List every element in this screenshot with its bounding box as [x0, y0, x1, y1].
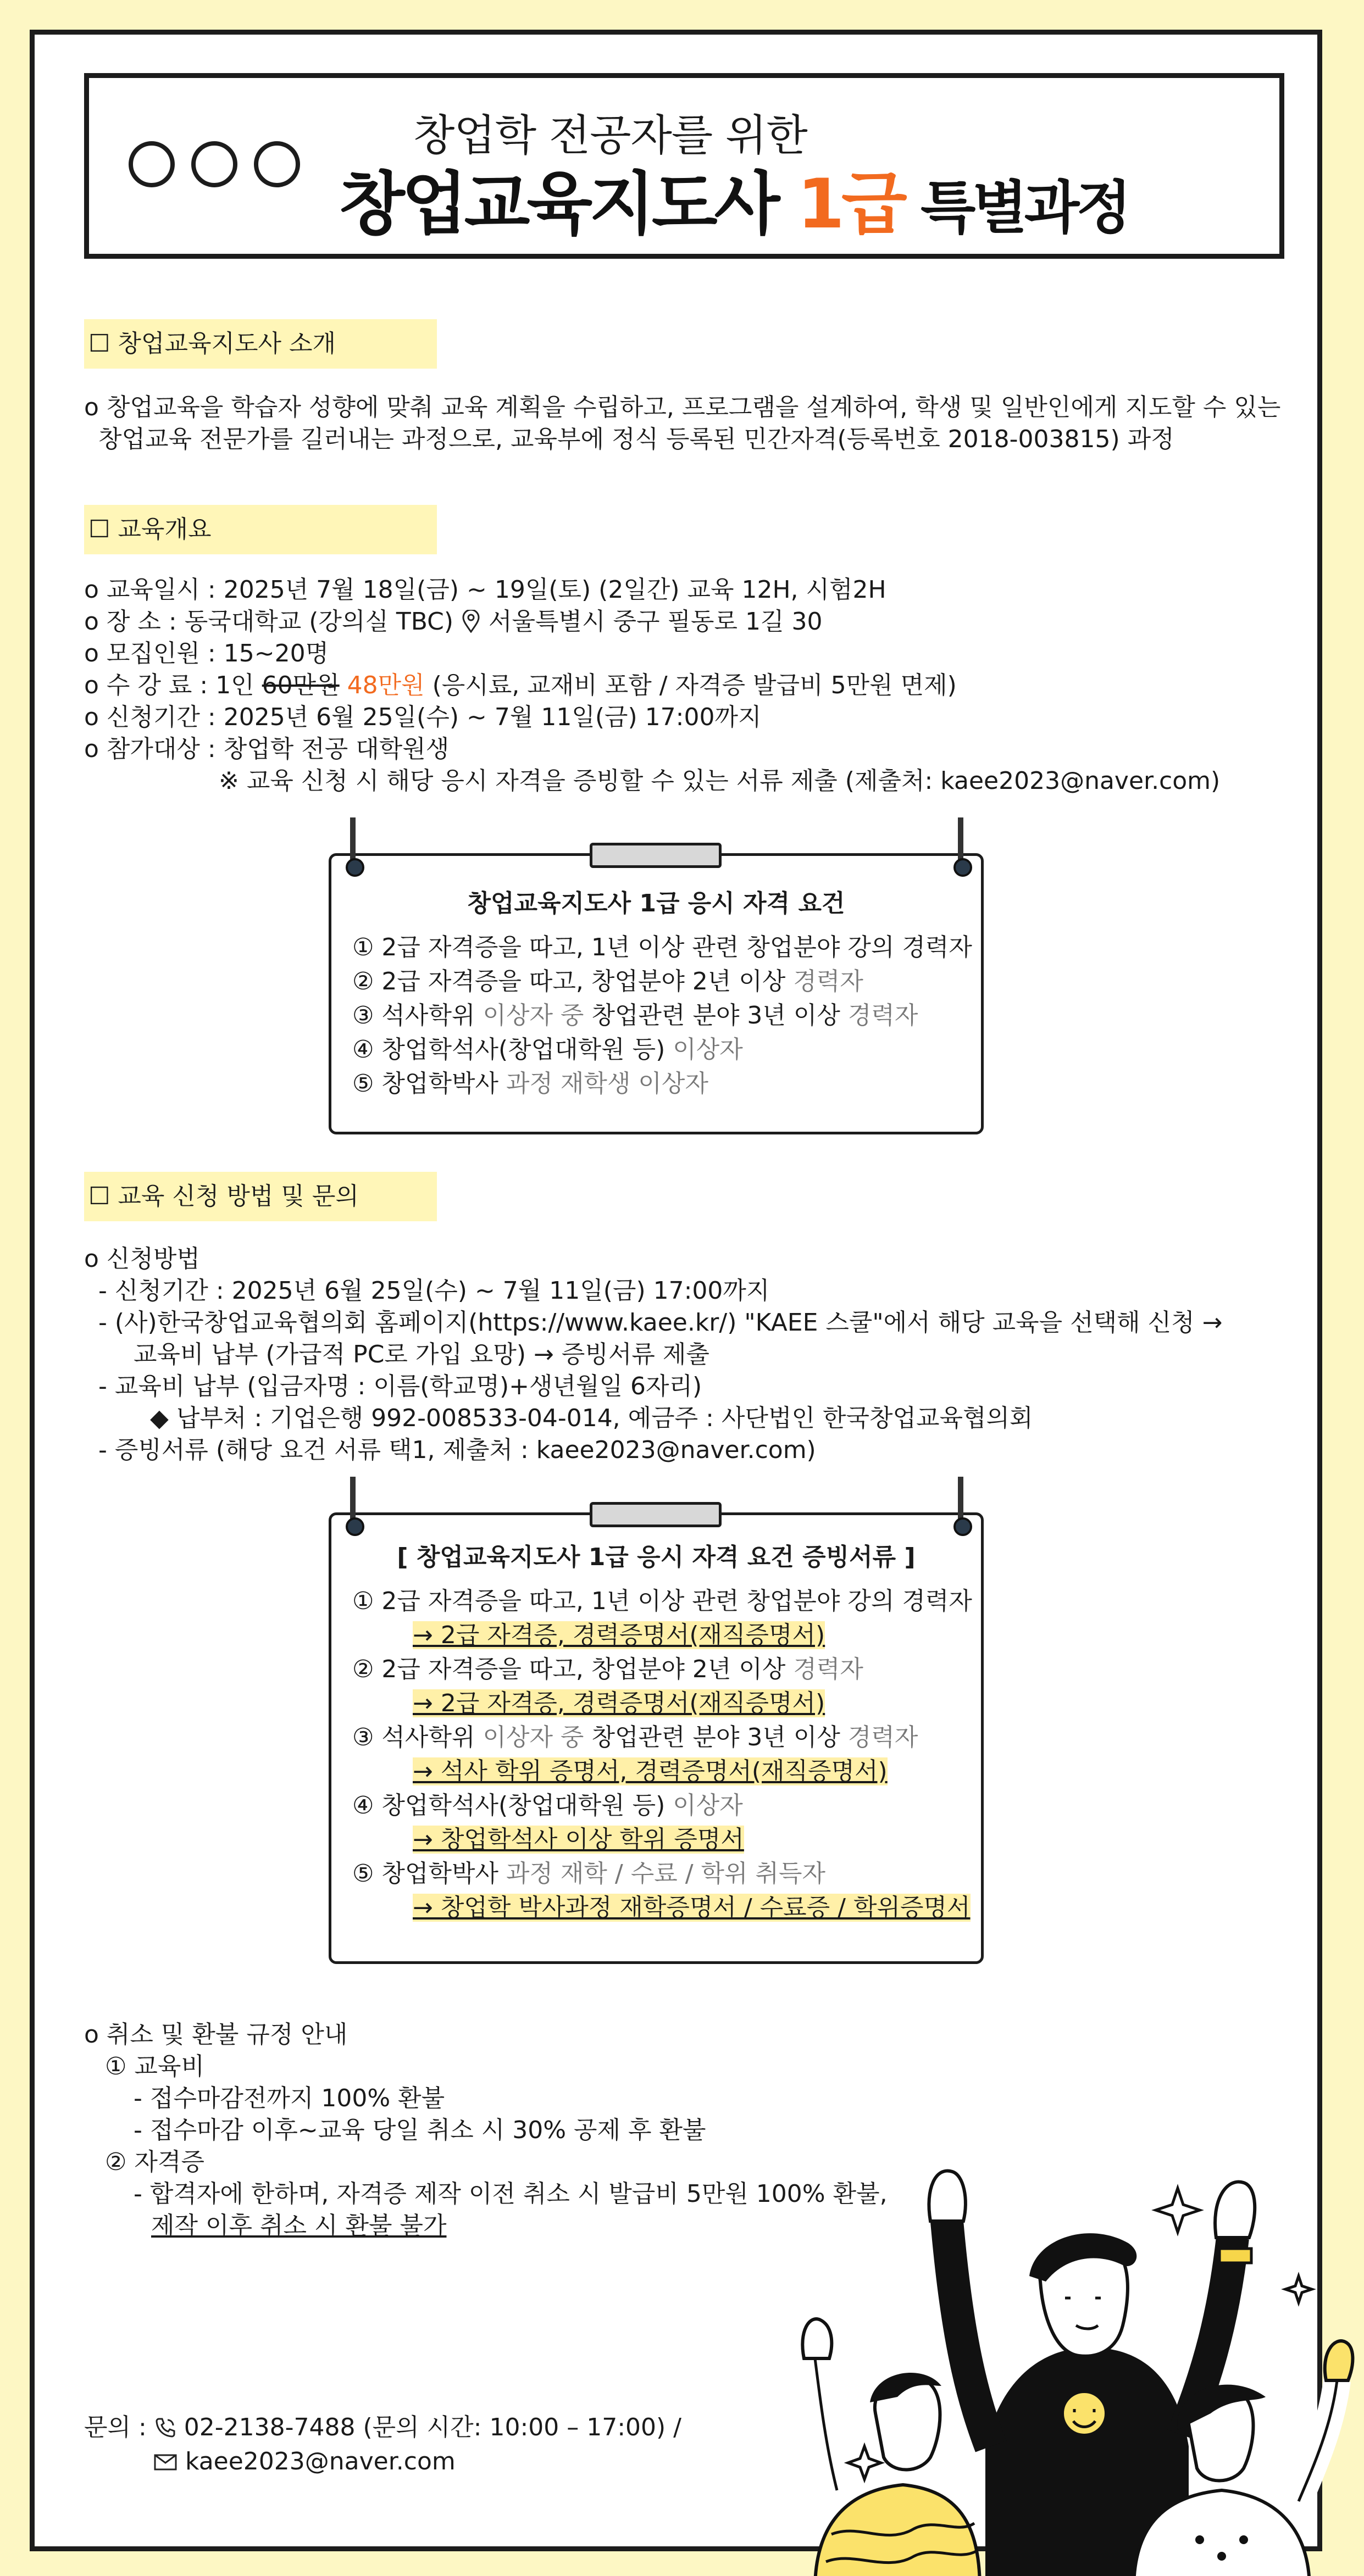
- cheering-people-illustration: [793, 2139, 1359, 2576]
- circle-icon: [254, 141, 300, 187]
- document-item: ⑤ 창업학박사 과정 재학 / 수료 / 학위 취득자: [352, 1860, 826, 1888]
- refund-sub: ① 교육비: [105, 2052, 204, 2080]
- requirements-card: [329, 853, 984, 1134]
- requirements-title: 창업교육지도사 1급 응시 자격 요건: [467, 889, 845, 917]
- requirements-list: [352, 931, 972, 1101]
- apply-line: - (사)한국창업교육협의회 홈페이지(https://www.kaee.kr/) "KAEE 스쿨"에서 해당 교육을 선택해 신청 →: [98, 1309, 1223, 1337]
- overview-capacity: o 모집인원 : 15~20명: [84, 639, 329, 667]
- location-pin-icon: [461, 610, 481, 633]
- pin-icon: [958, 817, 963, 872]
- overview-target: o 참가대상 : 창업학 전공 대학원생: [84, 735, 450, 763]
- overview-period: o 신청기간 : 2025년 6월 25일(수) ~ 7월 11일(금) 17:00까지: [84, 703, 762, 731]
- overview-target-note: ※ 교육 신청 시 해당 응시 자격을 증빙할 수 있는 서류 제출 (제출처: kaee2023@naver.com): [219, 767, 1221, 795]
- header-title: [339, 149, 1273, 247]
- refund-line: - 합격자에 한하며, 자격증 제작 이전 취소 시 발급비 5만원 100% 환불,: [134, 2180, 888, 2208]
- apply-line: ◆ 납부처 : 기업은행 992-008533-04-014, 예금주 : 사단법인 한국창업교육협의회: [150, 1404, 1033, 1432]
- requirement-item: ② 2급 자격증을 따고, 창업분야 2년 이상 경력자: [352, 967, 863, 995]
- contact-block: [84, 2411, 681, 2479]
- apply-line: - 교육비 납부 (입금자명 : 이름(학교명)+생년월일 6자리): [98, 1372, 702, 1400]
- refund-line: 제작 이후 취소 시 환불 불가: [151, 2212, 447, 2240]
- document-proof: → 석사 학위 증명서, 경력증명서(재직증명서): [413, 1757, 888, 1785]
- refund-line: - 접수마감 이후~교육 당일 취소 시 30% 공제 후 환불: [134, 2116, 706, 2144]
- requirement-item: ① 2급 자격증을 따고, 1년 이상 관련 창업분야 강의 경력자: [352, 933, 972, 961]
- pin-icon: [350, 817, 356, 872]
- header-subtitle: 창업학 전공자를 위한: [413, 111, 807, 160]
- document-item: ④ 창업학석사(창업대학원 등) 이상자: [352, 1791, 743, 1820]
- apply-list: [84, 1243, 1293, 1466]
- apply-line: - 신청기간 : 2025년 6월 25일(수) ~ 7월 11일(금) 17:00까지: [98, 1277, 770, 1305]
- pin-icon: [350, 1477, 356, 1532]
- overview-place: o 장 소 : 동국대학교 (강의실 TBC) 서울특별시 중구 필동로 1길 30: [84, 608, 823, 636]
- title-accent: 1급: [797, 165, 904, 244]
- contact-phone: 문의 : 02-2138-7488 (문의 시간: 10:00 – 17:00) /: [84, 2413, 682, 2441]
- card-tab: [590, 843, 722, 868]
- apply-line: - 증빙서류 (해당 요건 서류 택1, 제출처 : kaee2023@naver.com): [98, 1436, 816, 1464]
- title-part1: 창업교육지도사: [339, 165, 797, 244]
- requirement-item: ③ 석사학위 이상자 중 창업관련 분야 3년 이상 경력자: [352, 1002, 918, 1030]
- documents-card: [329, 1512, 984, 1964]
- requirement-item: ⑤ 창업학박사 과정 재학생 이상자: [352, 1070, 708, 1098]
- requirement-item: ④ 창업학석사(창업대학원 등) 이상자: [352, 1036, 743, 1064]
- document-item: ① 2급 자격증을 따고, 1년 이상 관련 창업분야 강의 경력자: [352, 1587, 972, 1615]
- circle-icon: [191, 141, 237, 187]
- section-title-overview: ☐ 교육개요: [84, 505, 437, 554]
- intro-text: [84, 392, 1293, 455]
- overview-list: [84, 574, 1293, 797]
- documents-title: [ 창업교육지도사 1급 응시 자격 요건 증빙서류 ]: [397, 1543, 916, 1571]
- phone-icon: [154, 2417, 176, 2439]
- intro-line: o 창업교육을 학습자 성향에 맞춰 교육 계획을 수립하고, 프로그램을 설계하여, 학생 및 일반인에게 지도할 수 있는: [84, 393, 1281, 421]
- intro-line: 창업교육 전문가를 길러내는 과정으로, 교육부에 정식 등록된 민간자격(등록번호 2018-003815) 과정: [98, 425, 1174, 453]
- document-item: ③ 석사학위 이상자 중 창업관련 분야 3년 이상 경력자: [352, 1723, 918, 1751]
- documents-list: [352, 1584, 972, 1925]
- circle-icon: [129, 141, 175, 187]
- document-proof: → 2급 자격증, 경력증명서(재직증명서): [413, 1621, 825, 1649]
- poster-sheet: [30, 30, 1322, 2551]
- title-part2: 특별과정: [903, 174, 1128, 241]
- apply-line: 교육비 납부 (가급적 PC로 가입 요망) → 증빙서류 제출: [134, 1340, 709, 1368]
- old-price: 60만원: [262, 671, 340, 699]
- refund-sub: ② 자격증: [105, 2148, 204, 2176]
- refund-heading: o 취소 및 환불 규정 안내: [84, 2021, 348, 2049]
- overview-fee: o 수 강 료 : 1인 60만원 48만원 (응시료, 교재비 포함 / 자격증 발급비 5만원 면제): [84, 671, 957, 699]
- document-proof: → 창업학 박사과정 재학증명서 / 수료증 / 학위증명서: [413, 1894, 971, 1922]
- refund-line: - 접수마감전까지 100% 환불: [134, 2084, 445, 2112]
- card-tab: [590, 1502, 722, 1527]
- apply-heading: o 신청방법: [84, 1245, 200, 1273]
- pin-icon: [958, 1477, 963, 1532]
- header-box: [84, 73, 1284, 259]
- section-title-intro: ☐ 창업교육지도사 소개: [84, 319, 437, 369]
- mail-icon: [153, 2452, 178, 2472]
- contact-email: kaee2023@naver.com: [84, 2445, 681, 2479]
- document-proof: → 창업학석사 이상 학위 증명서: [413, 1826, 744, 1854]
- overview-date: o 교육일시 : 2025년 7월 18일(금) ~ 19일(토) (2일간) 교육 12H, 시험2H: [84, 576, 886, 604]
- document-proof: → 2급 자격증, 경력증명서(재직증명서): [413, 1689, 825, 1717]
- document-item: ② 2급 자격증을 따고, 창업분야 2년 이상 경력자: [352, 1655, 863, 1683]
- section-title-apply: ☐ 교육 신청 방법 및 문의: [84, 1172, 437, 1221]
- new-price: 48만원: [339, 671, 425, 699]
